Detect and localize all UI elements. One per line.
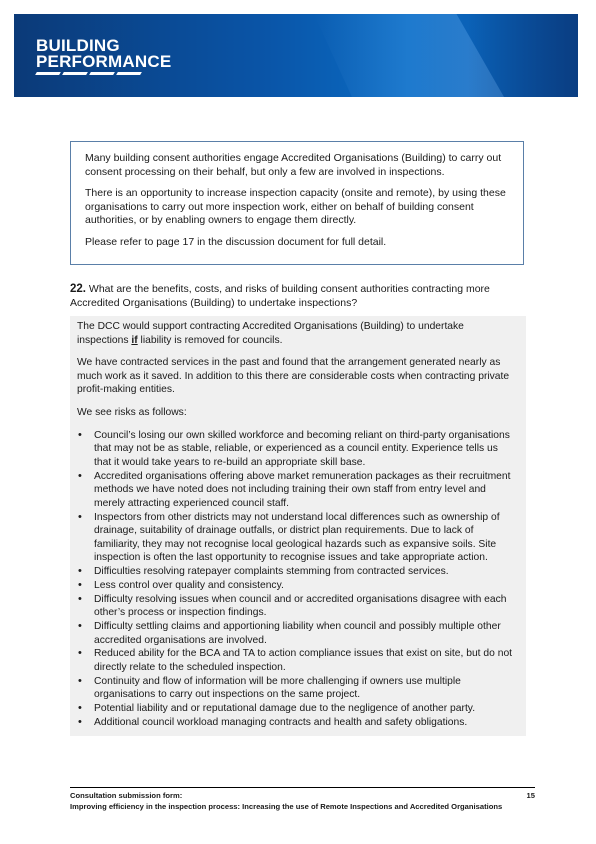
risk-item: • Additional council workload managing contracts and health and safety obligations.: [94, 716, 516, 730]
page-number: 15: [526, 791, 535, 800]
risk-item: • Difficulty resolving issues when council and or accredited organisations disagree with each other’s process or inspection findings.: [94, 593, 516, 620]
logo-line-1: BUILDING: [36, 36, 120, 55]
building-performance-logo: [36, 38, 171, 75]
risk-item: • Accredited organisations offering above market remuneration packages as their recruitment methods we have noted does not including training their own staff from entry level and merely attracting experienced council staff.: [94, 470, 516, 511]
logo-line-2: PERFORMANCE: [36, 52, 172, 71]
page-footer: [70, 787, 535, 812]
header-banner: [14, 14, 578, 97]
answer-paragraph-3: We see risks as follows:: [77, 406, 187, 418]
risk-item: • Inspectors from other districts may not understand local differences such as ownership of drainage, suitability of drainage outfalls, or district plan requirements. Due to lack of familiarity, they may not recognise local geological hazards such as expansive soils. Site inspection is often the last opportunity to recognise issues and take appropriate action.: [94, 511, 516, 565]
answer-p1-emphasis: if: [131, 334, 138, 346]
risk-item: • Difficulty settling claims and apportioning liability when council and possibly multiple other accredited organisations are involved.: [94, 620, 516, 647]
banner-shade: [468, 14, 578, 97]
answer-paragraph-2: We have contracted services in the past and found that the arrangement generated nearly as much work as it saved. In addition to this there are considerable costs when contracting private profit-making entities.: [77, 357, 510, 396]
risk-item: • Less control over quality and consistency.: [94, 579, 516, 593]
answer-p1-end: liability is removed for councils.: [137, 334, 283, 346]
info-paragraph: There is an opportunity to increase inspection capacity (onsite and remote), by using these organisations to carry out more inspection work, either on behalf of building consent authorities, or by enabling owners to engage them directly.: [85, 187, 506, 226]
answer-paragraph-1: [77, 320, 516, 347]
risk-item: • Difficulties resolving ratepayer complaints stemming from contracted services.: [94, 565, 516, 579]
context-info-box: [70, 141, 524, 265]
logo-underline: [36, 72, 171, 75]
question-text: What are the benefits, costs, and risks of building consent authorities contracting more Accredited Organisations (Building) to undertake inspections?: [70, 283, 490, 309]
risk-list: [77, 429, 516, 730]
footer-form-label: Consultation submission form:: [70, 791, 183, 800]
info-paragraph: Please refer to page 17 in the discussion document for full detail.: [85, 235, 387, 248]
info-paragraph: Many building consent authorities engage Accredited Organisations (Building) to carry out consent processing on their behalf, but only a few are involved in inspections.: [85, 152, 502, 178]
question-22: [70, 282, 530, 310]
risk-item: • Potential liability and or reputational damage due to the negligence of another party.: [94, 702, 516, 716]
risk-item: • Continuity and flow of information will be more challenging if owners use multiple organisations to carry out inspections on the same project.: [94, 675, 516, 702]
answer-box[interactable]: [70, 316, 526, 736]
risk-item: • Council’s losing our own skilled workforce and becoming reliant on third-party organisations that may not be as stable, reliable, or experienced as a council entity. Experience tells us that it would take years to re-build an appropriate skill base.: [94, 429, 516, 470]
question-number: 22.: [70, 283, 86, 295]
risk-item: • Reduced ability for the BCA and TA to action compliance issues that exist on site, but do not directly relate to the scheduled inspection.: [94, 647, 516, 674]
answer-p1-start: The DCC would support contracting Accredited Organisations (Building) to undertake inspections: [77, 321, 464, 346]
footer-subtitle: Improving efficiency in the inspection process: Increasing the use of Remote Inspections and Accredited Organisations: [70, 802, 503, 811]
